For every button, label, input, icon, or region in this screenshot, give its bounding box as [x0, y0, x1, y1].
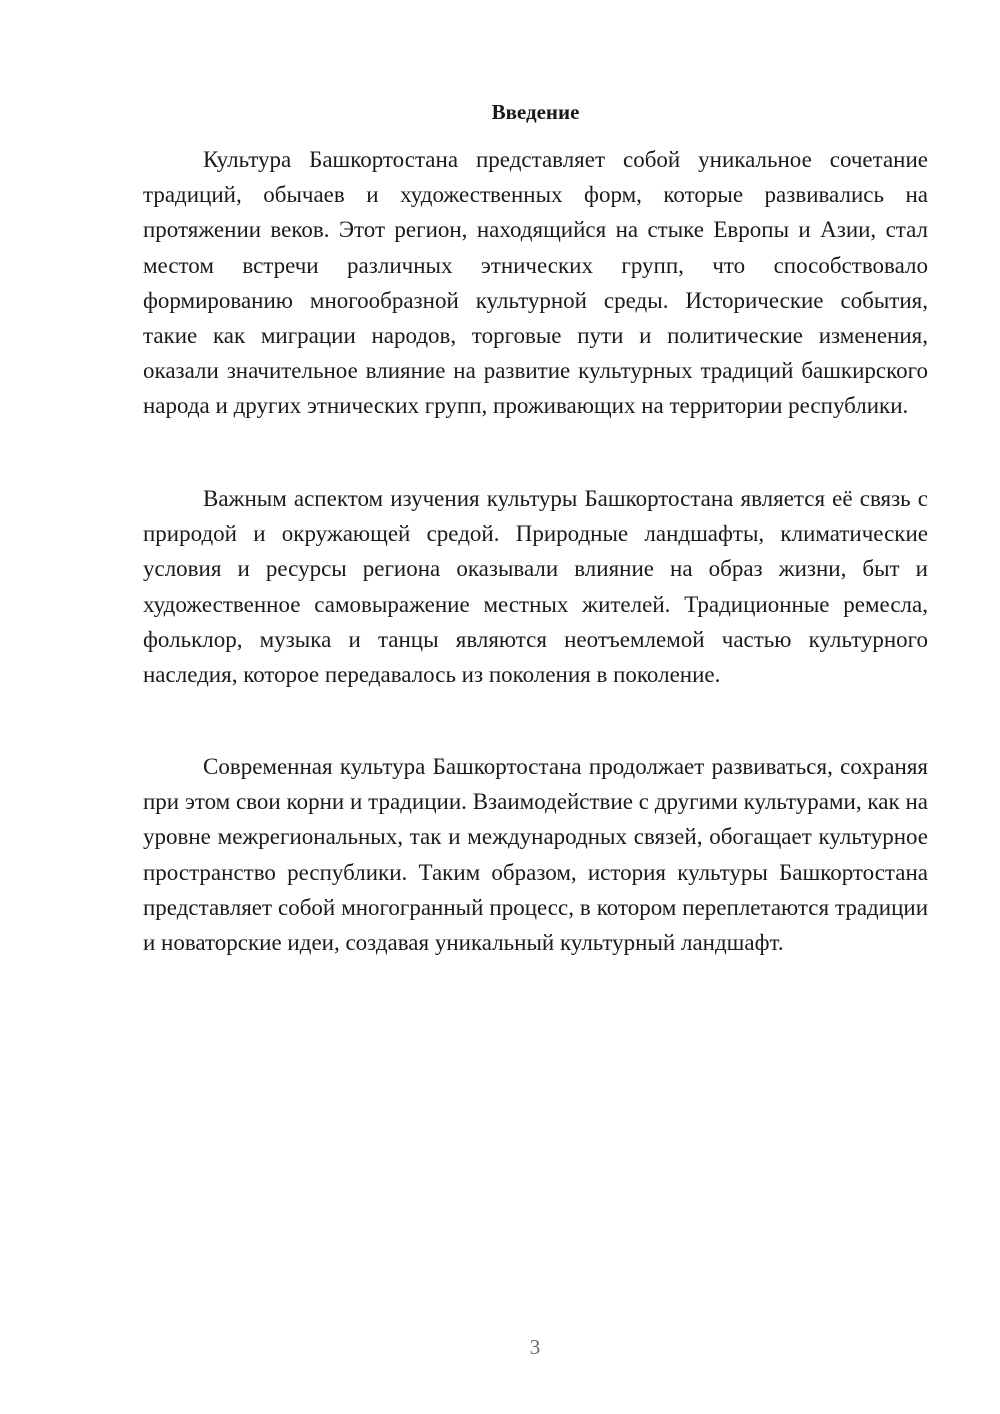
paragraph-2: Важным аспектом изучения культуры Башкортостана является её связь с природой и окружающей средой. Природные ландшафты, климатические условия и ресурсы региона оказывали влияние на образ жизни, быт и художественное самовыражение местных жителей. Традиционные ремесла, фольклор, музыка и танцы являются неотъемлемой частью культурного наследия, которое передавалось из поколения в поколение. [143, 486, 928, 688]
page-number: 3 [529, 1335, 541, 1359]
page-title: Введение [491, 100, 580, 124]
paragraph-3: Современная культура Башкортостана продолжает развиваться, сохраняя при этом свои корни и традиции. Взаимодействие с другими культурами, как на уровне межрегиональных, так и международных связей, обогащает культурное пространство республики. Таким образом, история культуры Башкортостана представляет собой многогранный процесс, в котором переплетаются традиции и новаторские идеи, создавая уникальный культурный ландшафт. [143, 754, 928, 956]
paragraph-1: Культура Башкортостана представляет собой уникальное сочетание традиций, обычаев и художественных форм, которые развивались на протяжении веков. Этот регион, находящийся на стыке Европы и Азии, стал местом встречи различных этнических групп, что способствовало формированию многообразной культурной среды. Исторические события, такие как миграции народов, торговые пути и политические изменения, оказали значительное влияние на развитие культурных традиций башкирского народа и других этнических групп, проживающих на территории республики. [143, 147, 928, 419]
